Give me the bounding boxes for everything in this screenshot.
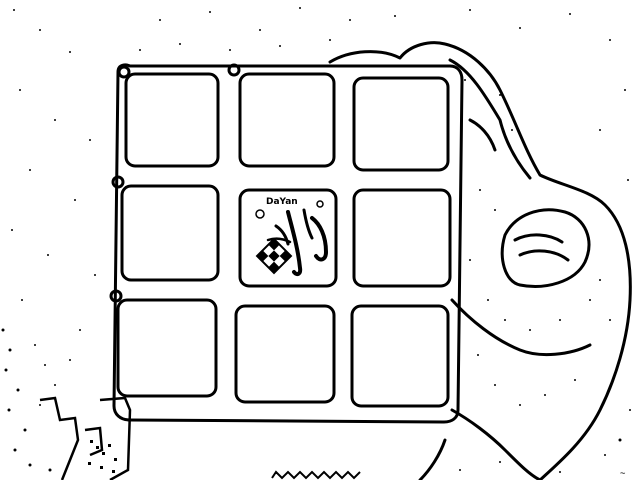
sticker-2 <box>240 74 334 166</box>
sticker-9 <box>352 306 448 406</box>
bottom-text: ~ <box>620 469 626 479</box>
brand-text: DaYan <box>266 197 298 207</box>
sticker-8 <box>236 306 334 402</box>
sticker-7 <box>118 300 216 396</box>
bottom-pattern <box>272 472 360 478</box>
sticker-4 <box>122 186 218 280</box>
sticker-1 <box>126 74 218 166</box>
sticker-3 <box>354 78 448 170</box>
sticker-6 <box>354 190 450 286</box>
left-object <box>40 398 130 480</box>
